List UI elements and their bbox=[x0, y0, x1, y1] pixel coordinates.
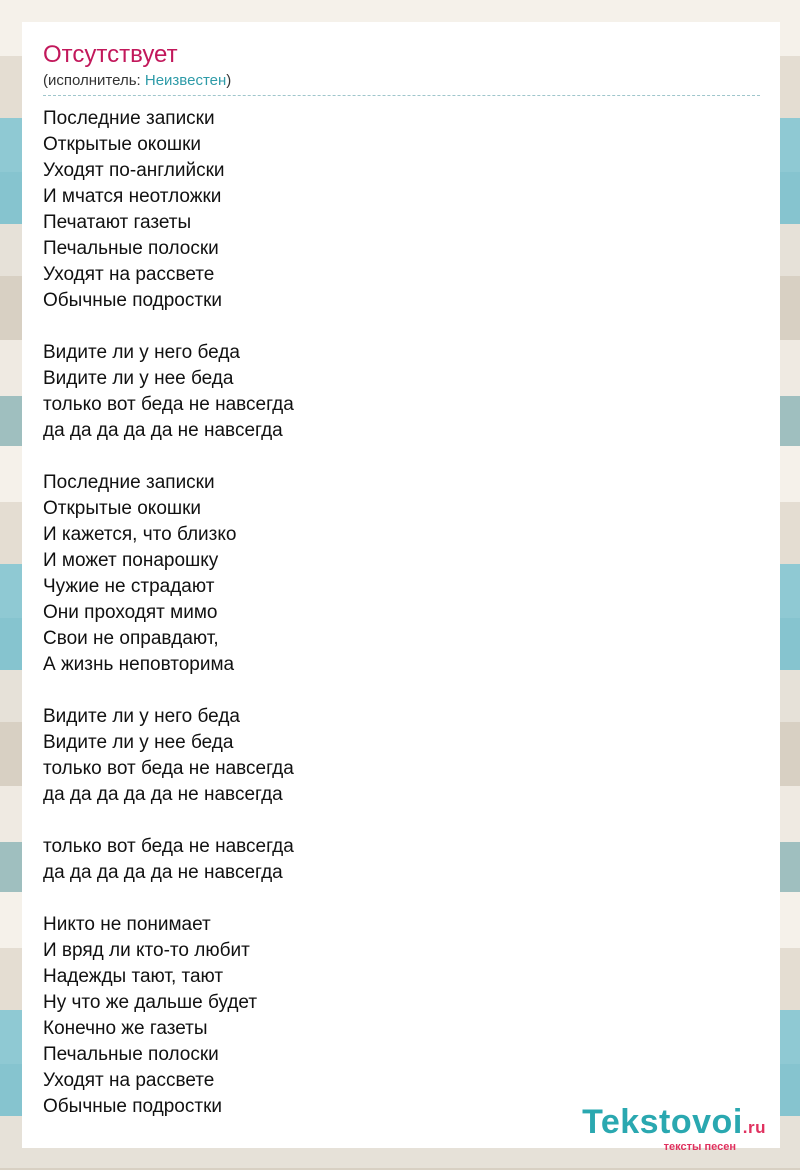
lyric-line: А жизнь неповторима bbox=[43, 654, 235, 675]
lyric-line: Последние записки bbox=[43, 472, 215, 493]
logo-suffix: .ru bbox=[742, 1118, 766, 1137]
lyric-line: Видите ли у нее беда bbox=[43, 732, 234, 753]
lyric-line: только вот беда не навсегда bbox=[43, 836, 294, 857]
lyric-line: Обычные подростки bbox=[43, 1096, 222, 1117]
lyric-line: Обычные подростки bbox=[43, 290, 222, 311]
logo-name: Tekstovoi bbox=[582, 1103, 743, 1141]
stanza-break bbox=[43, 444, 760, 470]
lyric-line: Ну что же дальше будет bbox=[43, 992, 258, 1013]
lyric-line: только вот беда не навсегда bbox=[43, 758, 294, 779]
lyric-line: только вот беда не навсегда bbox=[43, 394, 294, 415]
lyric-line: Никто не понимает bbox=[43, 914, 211, 935]
lyric-line: Уходят по-английски bbox=[43, 160, 225, 181]
lyric-line: Они проходят мимо bbox=[43, 602, 218, 623]
lyric-line: да да да да да не навсегда bbox=[43, 784, 283, 805]
song-title: Отсутствует bbox=[43, 41, 178, 68]
subtitle-prefix: (исполнитель: bbox=[43, 72, 145, 89]
artist-link[interactable]: Неизвестен bbox=[144, 72, 227, 89]
stanza-break bbox=[43, 808, 760, 834]
song-subtitle bbox=[43, 70, 760, 92]
lyric-line: Видите ли у него беда bbox=[43, 342, 240, 363]
lyric-line: Открытые окошки bbox=[43, 134, 202, 155]
lyric-line: Чужие не страдают bbox=[43, 576, 215, 597]
lyric-line: И кажется, что близко bbox=[43, 524, 237, 545]
lyric-line: Свои не оправдают, bbox=[43, 628, 219, 649]
lyric-line: Конечно же газеты bbox=[43, 1018, 208, 1039]
site-logo[interactable] bbox=[582, 1103, 766, 1153]
lyric-line: Видите ли у него беда bbox=[43, 706, 240, 727]
lyric-line: Последние записки bbox=[43, 108, 215, 129]
subtitle-suffix: ) bbox=[226, 72, 232, 89]
lyric-line: И может понарошку bbox=[43, 550, 219, 571]
lyric-line: да да да да да не навсегда bbox=[43, 420, 283, 441]
lyric-line: Печальные полоски bbox=[43, 238, 219, 259]
lyrics-card bbox=[22, 22, 780, 1148]
lyric-line: Уходят на рассвете bbox=[43, 1070, 215, 1091]
lyric-line: Уходят на рассвете bbox=[43, 264, 215, 285]
stanza-break bbox=[43, 678, 760, 704]
logo-tagline: тексты песен bbox=[663, 1141, 736, 1153]
lyric-line: Открытые окошки bbox=[43, 498, 202, 519]
lyric-line: Видите ли у нее беда bbox=[43, 368, 234, 389]
lyric-line: И мчатся неотложки bbox=[43, 186, 222, 207]
stanza-break bbox=[43, 314, 760, 340]
lyric-line: да да да да да не навсегда bbox=[43, 862, 283, 883]
stanza-break bbox=[43, 886, 760, 912]
lyrics-body bbox=[43, 106, 760, 1120]
lyric-line: Печатают газеты bbox=[43, 212, 192, 233]
lyric-line: Надежды тают, тают bbox=[43, 966, 224, 987]
title-divider bbox=[43, 95, 760, 96]
lyric-line: Печальные полоски bbox=[43, 1044, 219, 1065]
lyric-line: И вряд ли кто-то любит bbox=[43, 940, 250, 961]
